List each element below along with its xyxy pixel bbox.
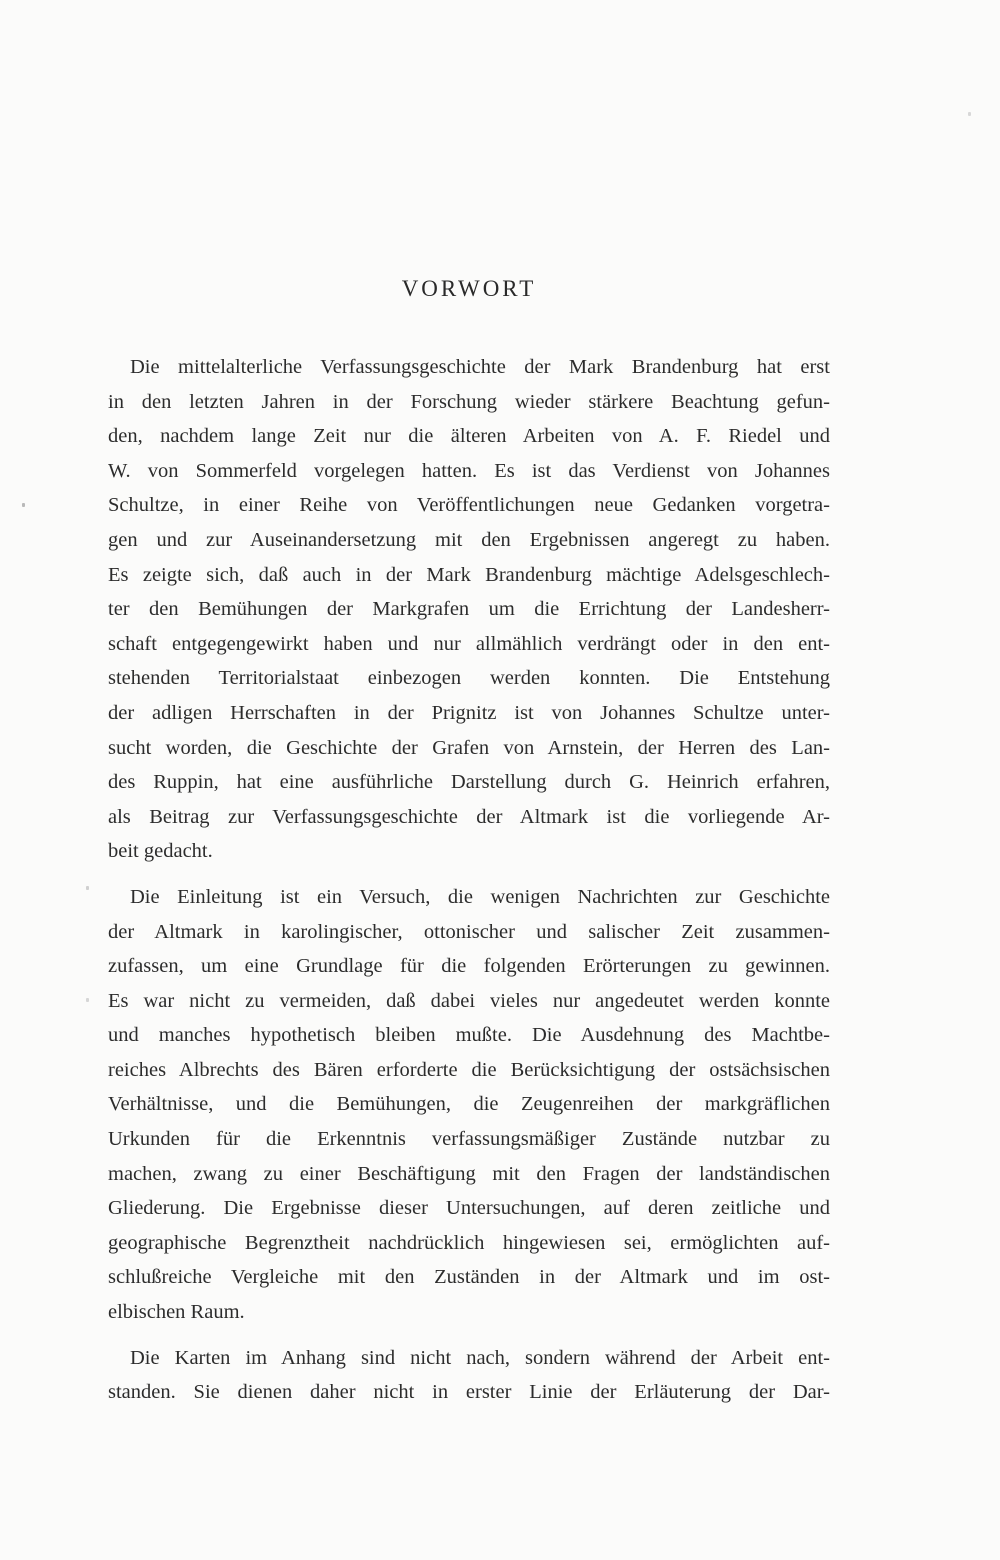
text-line: Urkunden für die Erkenntnis verfassungsmäßiger Zustände nutzbar zu	[108, 1128, 830, 1151]
text-line: zufassen, um eine Grundlage für die folgenden Erörterungen zu gewinnen.	[108, 955, 830, 978]
text-line: gen und zur Auseinandersetzung mit den Ergebnissen angeregt zu haben.	[108, 528, 830, 551]
text-line: Schultze, in einer Reihe von Veröffentlichungen neue Gedanken vorgetra-	[108, 494, 830, 517]
text-line: stehenden Territorialstaat einbezogen werden konnten. Die Entstehung	[108, 667, 830, 690]
text-line: schlußreiche Vergleiche mit den Zuständen in der Altmark und im ost-	[108, 1266, 830, 1289]
text-line: machen, zwang zu einer Beschäftigung mit den Fragen der landständischen	[108, 1162, 830, 1185]
text-line: standen. Sie dienen daher nicht in erster Linie der Erläuterung der Dar-	[108, 1381, 830, 1404]
scan-speck	[86, 998, 89, 1002]
text-line: Die mittelalterliche Verfassungsgeschichte der Mark Brandenburg hat erst	[130, 356, 830, 378]
text-line: der adligen Herrschaften in der Prignitz ist von Johannes Schultze unter-	[108, 701, 830, 724]
text-line: Es zeigte sich, daß auch in der Mark Brandenburg mächtige Adelsgeschlech-	[108, 563, 830, 586]
paragraph-2	[108, 880, 830, 1330]
scan-speck	[22, 503, 25, 507]
page	[108, 0, 830, 1560]
text-line: den, nachdem lange Zeit nur die älteren Arbeiten von A. F. Riedel und	[108, 425, 830, 448]
scan-speck	[86, 886, 89, 890]
text-line: in den letzten Jahren in der Forschung wieder stärkere Beachtung gefun-	[108, 390, 830, 413]
text-line: der Altmark in karolingischer, ottonischer und salischer Zeit zusammen-	[108, 920, 830, 943]
text-line: und manches hypothetisch bleiben mußte. Die Ausdehnung des Machtbe-	[108, 1024, 830, 1047]
text-line: reiches Albrechts des Bären erforderte die Berücksichtigung der ostsächsischen	[108, 1058, 830, 1081]
text-line: geographische Begrenztheit nachdrücklich hingewiesen sei, ermöglichten auf-	[108, 1231, 830, 1254]
text-line: schaft entgegengewirkt haben und nur allmählich verdrängt oder in den ent-	[108, 632, 830, 655]
text-line: Es war nicht zu vermeiden, daß dabei vieles nur angedeutet werden konnte	[108, 989, 830, 1012]
paragraph-3	[108, 1341, 830, 1410]
text-line: als Beitrag zur Verfassungsgeschichte der Altmark ist die vorliegende Ar-	[108, 805, 830, 828]
paragraph-1	[108, 350, 830, 869]
text-line: W. von Sommerfeld vorgelegen hatten. Es ist das Verdienst von Johannes	[108, 459, 830, 482]
text-line: Gliederung. Die Ergebnisse dieser Untersuchungen, auf deren zeitliche und	[108, 1197, 830, 1220]
text-line: beit gedacht.	[108, 840, 213, 863]
page-title: VORWORT	[401, 276, 537, 301]
text-line: elbischen Raum.	[108, 1301, 245, 1324]
text-line: Verhältnisse, und die Bemühungen, die Zeugenreihen der markgräflichen	[108, 1093, 830, 1116]
text-line: Die Karten im Anhang sind nicht nach, sondern während der Arbeit ent-	[130, 1346, 830, 1369]
text-line: des Ruppin, hat eine ausführliche Darstellung durch G. Heinrich erfahren,	[108, 771, 830, 794]
text-line: sucht worden, die Geschichte der Grafen von Arnstein, der Herren des Lan-	[108, 736, 830, 759]
text-line: ter den Bemühungen der Markgrafen um die Errichtung der Landesherr-	[108, 598, 830, 621]
scan-speck	[968, 112, 971, 116]
body-text	[108, 350, 830, 1421]
text-line: Die Einleitung ist ein Versuch, die wenigen Nachrichten zur Geschichte	[130, 885, 830, 908]
